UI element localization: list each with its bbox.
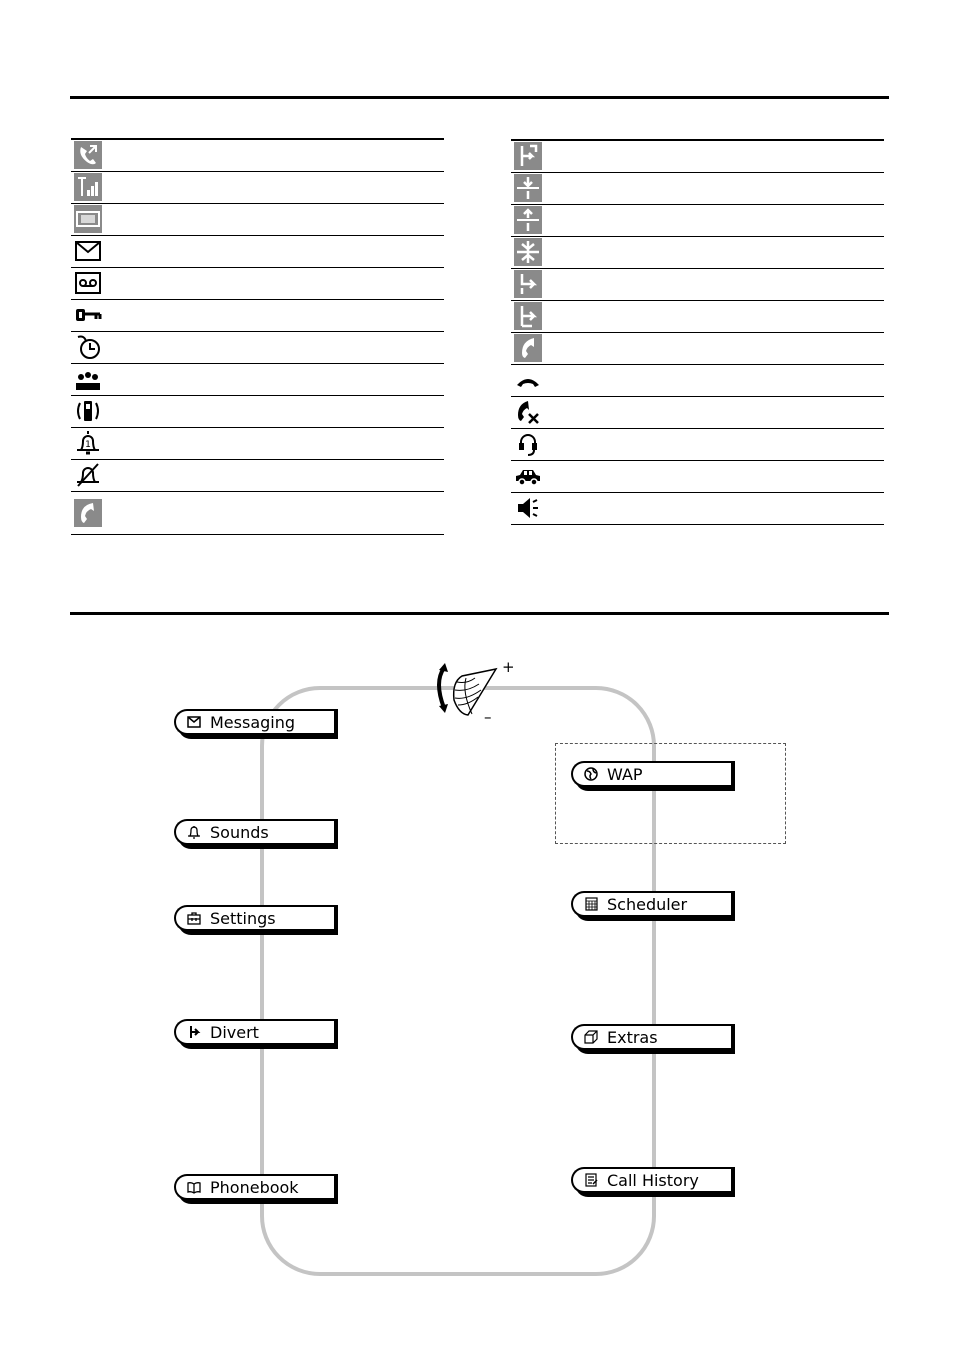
divert-unreachable-icon bbox=[513, 302, 543, 330]
bell-icon bbox=[186, 824, 202, 840]
ring-once-bell-icon bbox=[73, 429, 103, 457]
call-in-progress-icon bbox=[73, 141, 103, 169]
signal-strength-icon bbox=[73, 173, 103, 201]
dial-minus-label: – bbox=[484, 708, 492, 726]
wap-optional-box bbox=[555, 743, 786, 844]
roaming-icon bbox=[73, 365, 103, 393]
table-row bbox=[71, 140, 444, 172]
top-rule bbox=[70, 96, 889, 99]
divert-icon bbox=[186, 1024, 202, 1040]
keypad-lock-icon bbox=[73, 301, 103, 329]
incoming-arrow-icon bbox=[513, 174, 543, 202]
calendar-icon bbox=[583, 896, 599, 912]
table-row bbox=[511, 493, 884, 525]
menu-label: Call History bbox=[607, 1170, 699, 1190]
divert-all-icon bbox=[513, 142, 543, 170]
silent-bell-icon bbox=[73, 461, 103, 489]
table-row bbox=[71, 268, 444, 300]
line-handset-icon bbox=[513, 334, 543, 362]
alarm-clock-icon bbox=[73, 333, 103, 361]
table-row bbox=[71, 396, 444, 428]
outgoing-arrow-icon bbox=[513, 206, 543, 234]
car-kit-icon bbox=[513, 462, 543, 490]
table-row bbox=[511, 173, 884, 205]
menu-label: Extras bbox=[607, 1027, 658, 1047]
table-row bbox=[71, 332, 444, 364]
scroll-wheel-icon bbox=[430, 660, 510, 720]
table-row bbox=[511, 237, 884, 269]
table-row bbox=[511, 205, 884, 237]
menu-call-history-button[interactable] bbox=[571, 1167, 731, 1193]
menu-sounds-button[interactable] bbox=[174, 819, 334, 845]
table-row bbox=[511, 365, 884, 397]
table-row bbox=[511, 461, 884, 493]
menu-label: Messaging bbox=[210, 712, 296, 732]
status-icon-table-left bbox=[71, 138, 444, 535]
menu-label: Sounds bbox=[210, 822, 269, 842]
table-row bbox=[71, 364, 444, 396]
toolbox-icon bbox=[186, 910, 202, 926]
call-barred-icon bbox=[513, 398, 543, 426]
table-row bbox=[71, 172, 444, 204]
vibrate-icon bbox=[73, 397, 103, 425]
menu-settings-button[interactable] bbox=[174, 905, 334, 931]
menu-label: Divert bbox=[210, 1022, 259, 1042]
table-row bbox=[511, 397, 884, 429]
list-icon bbox=[583, 1172, 599, 1188]
battery-icon bbox=[73, 205, 103, 233]
menu-divert-button[interactable] bbox=[174, 1019, 334, 1045]
menu-extras-button[interactable] bbox=[571, 1024, 731, 1050]
table-row bbox=[511, 269, 884, 301]
message-envelope-icon bbox=[73, 237, 103, 265]
table-row bbox=[71, 460, 444, 492]
handset-shaded-icon bbox=[73, 499, 103, 527]
table-row bbox=[511, 333, 884, 365]
menu-scheduler-button[interactable] bbox=[571, 891, 731, 917]
navigation-dial[interactable] bbox=[430, 658, 515, 726]
book-icon bbox=[186, 1179, 202, 1195]
envelope-icon bbox=[186, 714, 202, 730]
table-row bbox=[71, 428, 444, 460]
table-row bbox=[511, 429, 884, 461]
menu-label: WAP bbox=[607, 764, 643, 784]
table-row bbox=[511, 301, 884, 333]
svg-text:1: 1 bbox=[85, 440, 91, 450]
table-row bbox=[511, 141, 884, 173]
globe-icon bbox=[583, 766, 599, 782]
table-row bbox=[71, 492, 444, 535]
status-icon-table-right bbox=[511, 139, 884, 522]
menu-messaging-button[interactable] bbox=[174, 709, 334, 735]
menu-label: Phonebook bbox=[210, 1177, 299, 1197]
divert-busy-icon bbox=[513, 238, 543, 266]
headset-icon bbox=[513, 430, 543, 458]
divert-no-answer-icon bbox=[513, 270, 543, 298]
dial-plus-label: + bbox=[502, 658, 515, 676]
section-rule bbox=[70, 612, 889, 615]
hang-up-icon bbox=[513, 366, 543, 394]
menu-label: Settings bbox=[210, 908, 276, 928]
table-row bbox=[71, 300, 444, 332]
cube-icon bbox=[583, 1029, 599, 1045]
menu-label: Scheduler bbox=[607, 894, 688, 914]
table-row bbox=[71, 204, 444, 236]
menu-wap-button[interactable] bbox=[571, 761, 731, 787]
loudspeaker-icon bbox=[513, 494, 543, 522]
table-row bbox=[71, 236, 444, 268]
voicemail-icon bbox=[73, 269, 103, 297]
menu-phonebook-button[interactable] bbox=[174, 1174, 334, 1200]
